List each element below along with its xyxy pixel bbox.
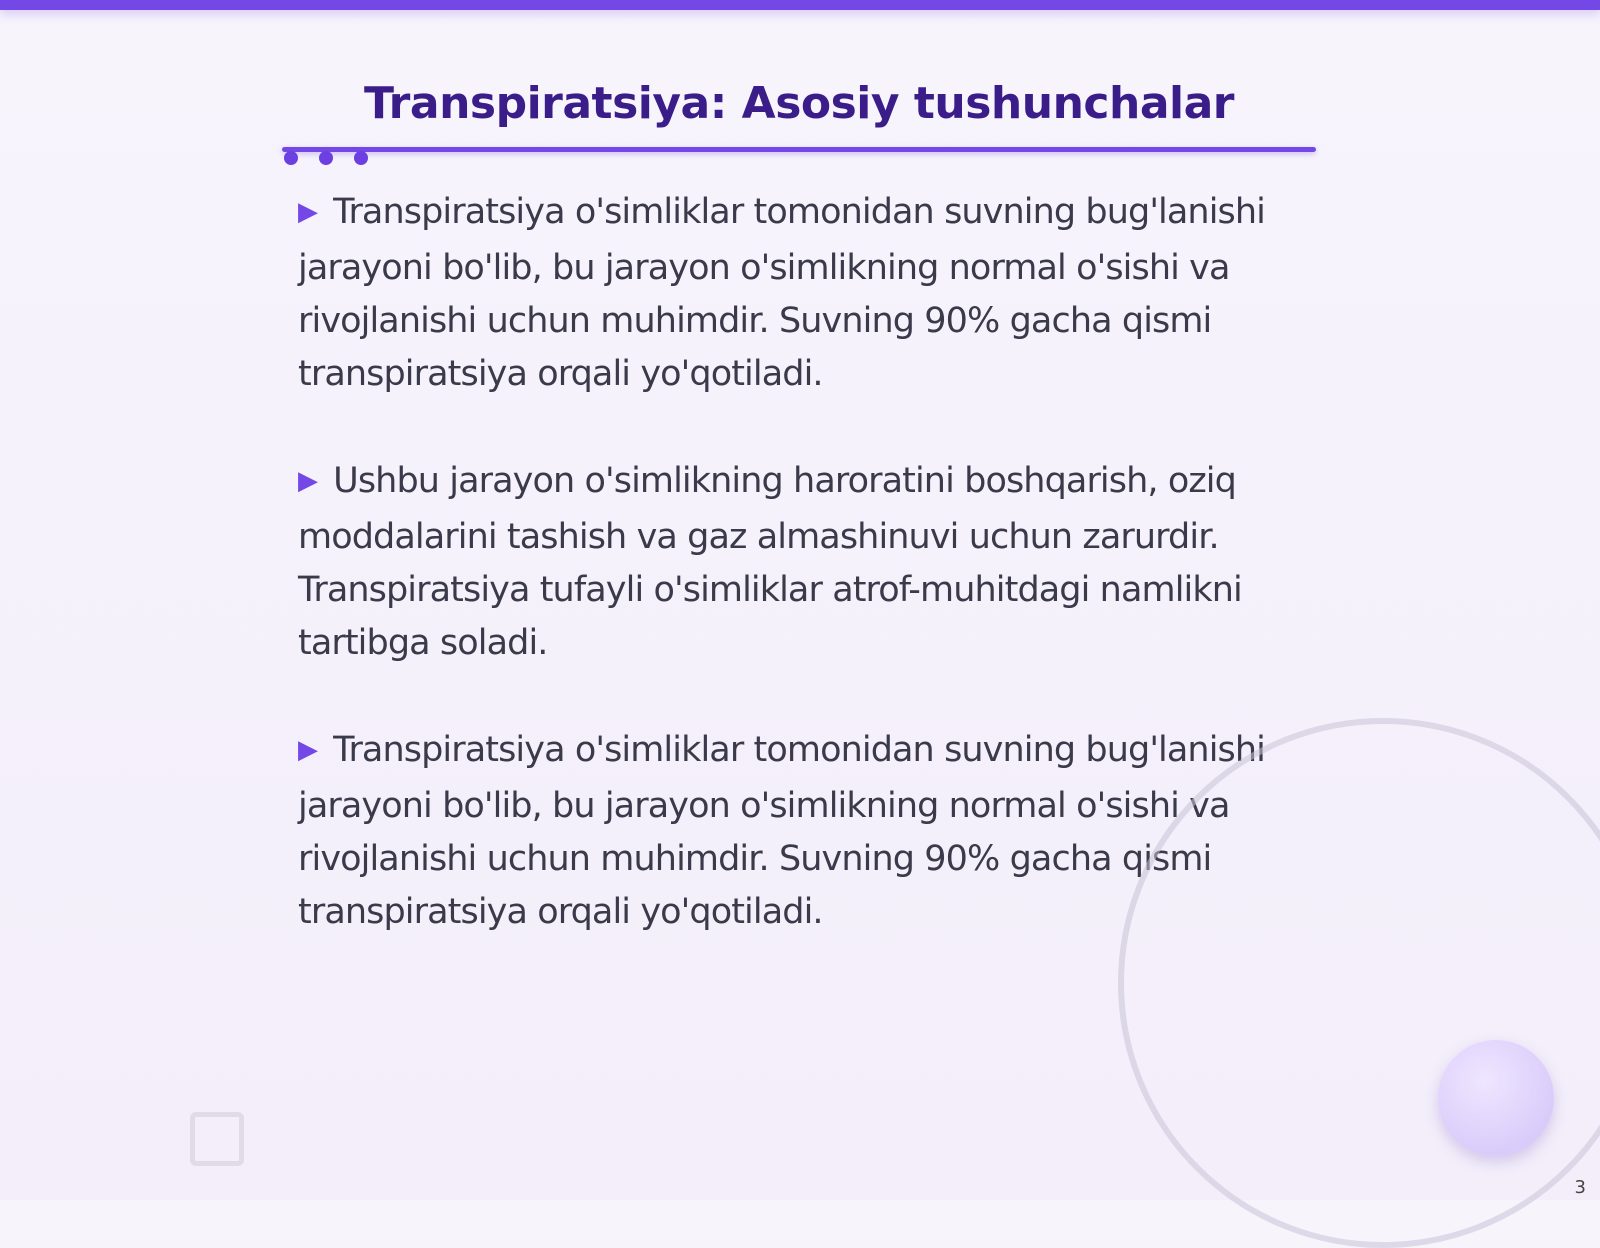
bullet-text: Transpiratsiya o'simliklar tomonidan suvning bug'lanishi jarayoni bo'lib, bu jarayon o'simlikning normal o'sishi va rivojlanishi uchun muhimdir. Suvning 90% gacha qismi transpiratsiya orqali yo'qotiladi.	[298, 730, 1265, 932]
bullet-item	[298, 455, 1288, 670]
triangle-bullet-icon: ▶	[298, 466, 318, 496]
bullet-list	[298, 186, 1288, 993]
title-underline	[282, 147, 1316, 152]
decorative-dot	[319, 151, 333, 165]
decorative-dot	[284, 151, 298, 165]
top-accent-bar	[0, 0, 1600, 10]
triangle-bullet-icon: ▶	[298, 735, 318, 765]
decorative-dot	[354, 151, 368, 165]
page-number: 3	[1574, 1177, 1586, 1198]
decorative-square	[190, 1112, 244, 1166]
decorative-circle	[1438, 1040, 1554, 1156]
bullet-item	[298, 186, 1288, 401]
triangle-bullet-icon: ▶	[298, 197, 318, 227]
bullet-text: Transpiratsiya o'simliklar tomonidan suvning bug'lanishi jarayoni bo'lib, bu jarayon o'simlikning normal o'sishi va rivojlanishi uchun muhimdir. Suvning 90% gacha qismi transpiratsiya orqali yo'qotiladi.	[298, 192, 1265, 394]
slide-title: Transpiratsiya: Asosiy tushunchalar	[364, 78, 1234, 129]
bullet-text: Ushbu jarayon o'simlikning haroratini boshqarish, oziq moddalarini tashish va gaz almashinuvi uchun zarurdir. Transpiratsiya tufayli o'simliklar atrof-muhitdagi namlikni tartibga soladi.	[298, 461, 1242, 663]
